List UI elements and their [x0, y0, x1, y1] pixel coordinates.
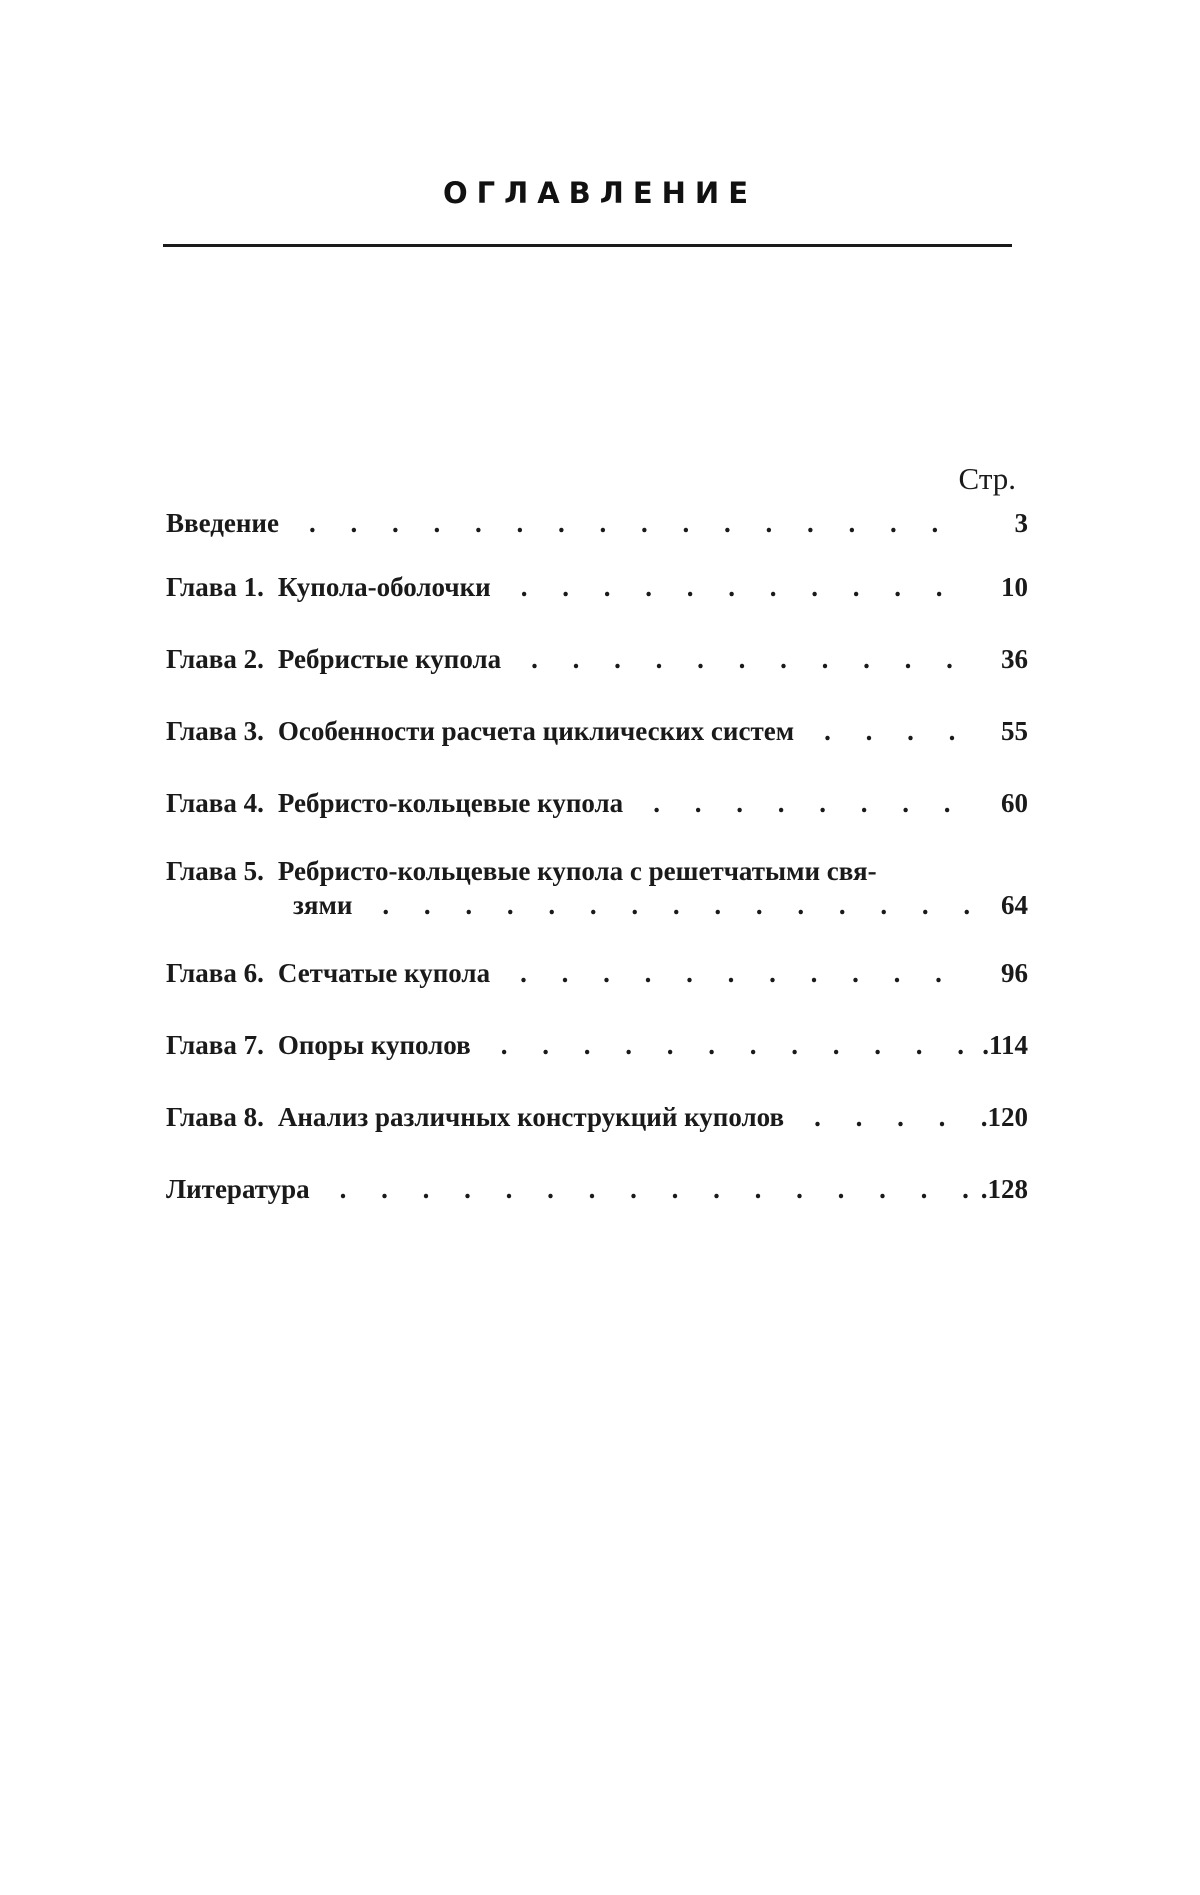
toc-entry-title: Опоры куполов [277, 1030, 471, 1060]
chapter-label: Глава 8. [166, 1102, 264, 1132]
toc-entry-title: Купола-оболочки [277, 572, 491, 602]
dot-leader [309, 503, 974, 543]
toc-entry-chapter-2[interactable] [166, 639, 1028, 711]
chapter-label: Глава 6. [166, 958, 264, 988]
title-divider [163, 244, 1012, 247]
toc-entry-literature[interactable] [166, 1169, 1028, 1241]
toc-entry-title: Литература [166, 1174, 310, 1204]
toc-entry-page: 10 [1001, 572, 1028, 602]
toc-entry-page: 64 [1001, 890, 1028, 920]
page-column-header: Стр. [958, 461, 1016, 496]
chapter-label: Глава 4. [166, 788, 264, 818]
chapter-label: Глава 7. [166, 1030, 264, 1060]
toc-entry-chapter-7[interactable] [166, 1025, 1028, 1097]
chapter-label: Глава 3. [166, 716, 264, 746]
toc-entry-page: .128 [980, 1174, 1028, 1204]
toc-entry-page: 96 [1001, 958, 1028, 988]
toc-entry-title: Анализ различных конструкций куполов [277, 1102, 785, 1132]
dot-leader [340, 1169, 974, 1209]
dot-leader [653, 783, 974, 823]
dot-leader [382, 887, 974, 923]
toc-entry-chapter-4[interactable] [166, 783, 1028, 855]
toc-entry-chapter-1[interactable] [166, 567, 1028, 639]
toc-entry-introduction[interactable] [166, 503, 1028, 567]
dot-leader [520, 953, 974, 993]
dot-leader [501, 1025, 974, 1065]
chapter-label: Глава 1. [166, 572, 264, 602]
toc-entry-title: Ребристо-кольцевые купола [277, 788, 624, 818]
dot-leader [521, 567, 974, 607]
toc-entry-page: 3 [1014, 508, 1028, 538]
toc-entry-chapter-3[interactable] [166, 711, 1028, 783]
toc-entry-title: Сетчатые купола [277, 958, 491, 988]
toc-entry-chapter-6[interactable] [166, 953, 1028, 1025]
toc-entry-page: 36 [1001, 644, 1028, 674]
toc-entry-title: Ребристо-кольцевые купола с решетчатыми свя- [277, 856, 877, 886]
toc-entry-title: Введение [166, 508, 279, 538]
toc-entry-title-continuation: зями [293, 890, 353, 920]
toc-entry-chapter-8[interactable] [166, 1097, 1028, 1169]
toc-entry-page: 55 [1001, 716, 1028, 746]
chapter-label: Глава 2. [166, 644, 264, 674]
toc-entry-page: .120 [980, 1102, 1028, 1132]
page-title: ОГЛАВЛЕНИЕ [442, 176, 757, 210]
toc-entry-title: Ребристые купола [277, 644, 502, 674]
toc-entry-page: 60 [1001, 788, 1028, 818]
toc-entry-title: Особенности расчета циклических систем [277, 716, 795, 746]
dot-leader [824, 711, 974, 751]
chapter-label: Глава 5. [166, 856, 264, 886]
dot-leader [814, 1097, 974, 1137]
dot-leader [531, 639, 974, 679]
table-of-contents [166, 455, 1028, 1241]
toc-entry-page: .114 [982, 1030, 1028, 1060]
toc-entry-chapter-5[interactable] [166, 855, 1028, 953]
